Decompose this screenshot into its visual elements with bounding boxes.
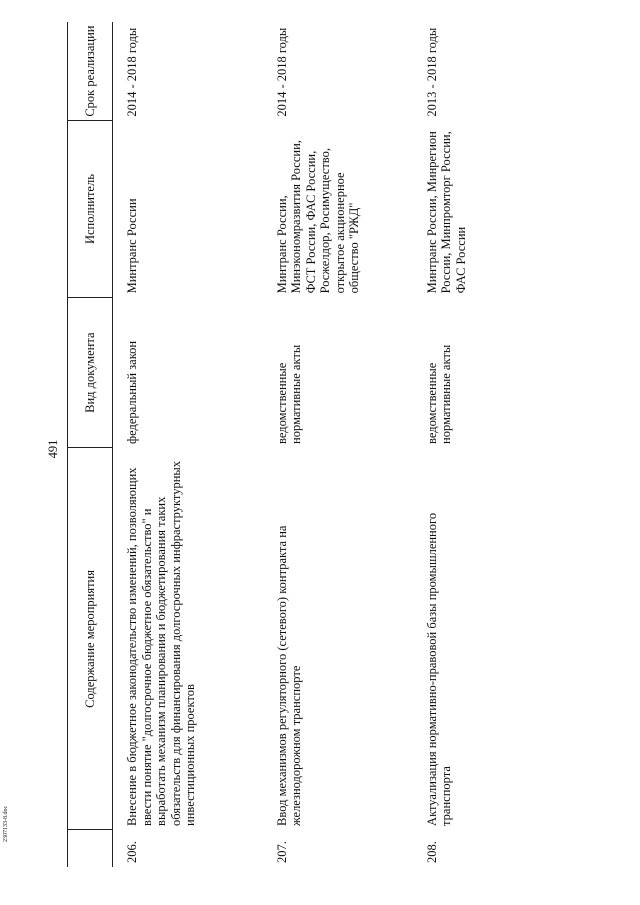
row-executor: Минтранс России [125, 198, 139, 294]
row-doc-type: федеральный закон [125, 340, 139, 444]
table-row [263, 22, 413, 867]
row-number: 206. [125, 841, 139, 863]
table-row [413, 22, 563, 867]
header-term: Срок реализации [68, 22, 113, 121]
header-doc-type: Вид документа [68, 297, 113, 448]
footer-filename: 2307133-8.doc [3, 805, 9, 842]
row-number: 207. [274, 841, 289, 863]
row-doc-type: ведомственные нормативные акты [424, 344, 454, 444]
row-content: Актуализация нормативно-правовой базы промышленного транспорта [424, 512, 454, 826]
page-number: 491 [46, 439, 60, 459]
header-executor: Исполнитель [68, 121, 113, 298]
row-executor: Минтранс России, Минрегион России, Минпромторг России, ФАС России [424, 131, 468, 294]
header-content: Содержание мероприятия [68, 448, 113, 830]
row-number: 208. [424, 841, 439, 863]
document-page [46, 22, 620, 867]
row-term: 2014 - 2018 годы [274, 27, 289, 117]
row-term: 2014 - 2018 годы [125, 27, 139, 117]
table-header-row [68, 22, 113, 867]
row-content: Ввод механизмов регуляторного (сетевого) контракта на железнодорожном транспорте [274, 525, 304, 826]
row-executor: Минтранс России, Минэкономразвития России, ФСТ России, ФАС России, Росжелдор, Росимущество, открытое акционерное общество "РЖД" [274, 140, 362, 294]
row-term: 2013 - 2018 годы [424, 27, 439, 117]
row-doc-type: ведомственные нормативные акты [274, 344, 304, 444]
measures-table [67, 22, 563, 867]
table-row [113, 22, 263, 867]
header-number [68, 830, 113, 867]
row-content: Внесение в бюджетное законодательство изменений, позволяющих ввести понятие "долгосрочное бюджетное обязательство" и выработать механизм планирования и бюджетирования таких обязательств для финансирования долгосрочных инфраструктурных инвестиционных проектов [125, 460, 198, 826]
